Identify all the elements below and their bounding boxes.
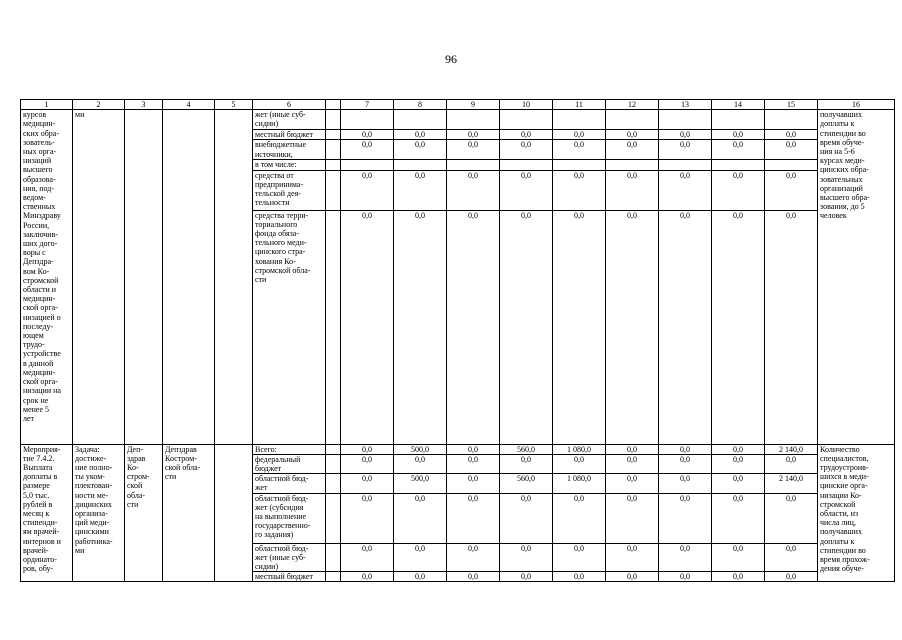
value-cell: 0,0 bbox=[447, 140, 500, 160]
value-cell: 0,0 bbox=[712, 444, 765, 454]
measure-block-2 bbox=[21, 444, 895, 582]
value-cell: 0,0 bbox=[712, 130, 765, 140]
value-cell: 0,0 bbox=[341, 493, 394, 543]
indicator-cell: получавших доплаты к стипендии во время обуче- ния на 5-6 курсах меди- цинских обра- зовательных организаций высшего обра- зования, до 5 человек bbox=[818, 110, 895, 444]
value-cell: 0,0 bbox=[606, 493, 659, 543]
funding-source-label: средства от предпринима- тельской дея- тельности bbox=[253, 170, 326, 210]
value-cell: 0,0 bbox=[341, 543, 394, 572]
value-cell: 0,0 bbox=[659, 140, 712, 160]
table-row bbox=[21, 110, 895, 130]
value-cell: 0,0 bbox=[606, 543, 659, 572]
header-cell: 11 bbox=[553, 100, 606, 110]
header-cell: 4 bbox=[163, 100, 215, 110]
value-cell: 0,0 bbox=[765, 454, 818, 473]
spacer-cell bbox=[326, 543, 341, 572]
value-cell: 500,0 bbox=[394, 444, 447, 454]
header-cell: 8 bbox=[394, 100, 447, 110]
value-cell: 0,0 bbox=[712, 140, 765, 160]
value-cell: 0,0 bbox=[606, 170, 659, 210]
value-cell: 0,0 bbox=[712, 454, 765, 473]
header-cell: 9 bbox=[447, 100, 500, 110]
value-cell: 0,0 bbox=[394, 572, 447, 582]
blank-col5-cell bbox=[215, 110, 253, 444]
header-cell: 13 bbox=[659, 100, 712, 110]
funding-source-label: местный бюджет bbox=[253, 572, 326, 582]
value-cell: 0,0 bbox=[659, 444, 712, 454]
value-cell: 0,0 bbox=[659, 454, 712, 473]
value-cell: 0,0 bbox=[712, 543, 765, 572]
value-cell: 0,0 bbox=[712, 572, 765, 582]
value-cell: 0,0 bbox=[659, 572, 712, 582]
header-cell: 6 bbox=[253, 100, 326, 110]
funding-source-label: жет (иные суб- сидии) bbox=[253, 110, 326, 130]
value-cell: 0,0 bbox=[765, 170, 818, 210]
measure-name-cell: курсов медицин- ских обра- зователь- ных орга- низаций высшего образова- ния, под- ведом- ственных Минздраву России, заключив- ших дого- воры с Депздра- вом Ко- стромской области и медицин- ской орга- низацией о последу- ющем трудо- устройстве в данной медицин- ской орга- низации на срок не менее 5 лет bbox=[21, 110, 73, 444]
funding-source-label: областной бюд- жет bbox=[253, 474, 326, 493]
value-cell: 0,0 bbox=[341, 130, 394, 140]
value-cell: 0,0 bbox=[447, 543, 500, 572]
value-cell bbox=[765, 110, 818, 130]
value-cell: 0,0 bbox=[765, 140, 818, 160]
spacer-cell bbox=[326, 170, 341, 210]
value-cell bbox=[659, 160, 712, 170]
measure-name-cell: Мероприя- тие 7.4.2. Выплата доплаты в размере 5,0 тыс. рублей в месяц к стипенди- ям врачей- интернов и врачей- ординато- ров, обу- bbox=[21, 444, 73, 582]
value-cell: 0,0 bbox=[553, 572, 606, 582]
value-cell: 0,0 bbox=[553, 493, 606, 543]
value-cell: 1 080,0 bbox=[553, 444, 606, 454]
value-cell: 0,0 bbox=[553, 130, 606, 140]
executor-cell bbox=[125, 110, 163, 444]
value-cell: 0,0 bbox=[553, 140, 606, 160]
value-cell: 2 140,0 bbox=[765, 474, 818, 493]
value-cell: 0,0 bbox=[553, 454, 606, 473]
header-cell: 1 bbox=[21, 100, 73, 110]
value-cell: 0,0 bbox=[765, 543, 818, 572]
value-cell bbox=[341, 110, 394, 130]
value-cell: 0,0 bbox=[606, 572, 659, 582]
spacer-cell bbox=[326, 130, 341, 140]
task-cell: Задача: достиже- ние полно- ты уком- плектован- ности ме- дицинских организа- ций меди- цинскими работника- ми bbox=[73, 444, 125, 582]
value-cell: 0,0 bbox=[447, 454, 500, 473]
header-cell: 15 bbox=[765, 100, 818, 110]
task-cell: ми bbox=[73, 110, 125, 444]
value-cell: 0,0 bbox=[553, 210, 606, 444]
value-cell bbox=[341, 160, 394, 170]
value-cell: 0,0 bbox=[447, 493, 500, 543]
value-cell bbox=[606, 160, 659, 170]
value-cell: 0,0 bbox=[659, 493, 712, 543]
coexecutor-cell: Депздрав Костром- ской обла- сти bbox=[163, 444, 215, 582]
value-cell: 0,0 bbox=[341, 572, 394, 582]
value-cell: 560,0 bbox=[500, 444, 553, 454]
value-cell: 0,0 bbox=[553, 170, 606, 210]
funding-source-label: федеральный бюджет bbox=[253, 454, 326, 473]
value-cell: 0,0 bbox=[341, 170, 394, 210]
value-cell bbox=[659, 110, 712, 130]
value-cell bbox=[712, 110, 765, 130]
value-cell bbox=[553, 160, 606, 170]
header-cell: 14 bbox=[712, 100, 765, 110]
spacer-cell bbox=[326, 210, 341, 444]
spacer-cell bbox=[326, 160, 341, 170]
value-cell: 0,0 bbox=[394, 493, 447, 543]
value-cell: 0,0 bbox=[712, 493, 765, 543]
funding-source-label: в том числе: bbox=[253, 160, 326, 170]
value-cell: 0,0 bbox=[606, 140, 659, 160]
value-cell bbox=[447, 110, 500, 130]
header-cell: 12 bbox=[606, 100, 659, 110]
value-cell bbox=[606, 110, 659, 130]
spacer-cell bbox=[326, 140, 341, 160]
value-cell: 0,0 bbox=[500, 170, 553, 210]
value-cell: 0,0 bbox=[500, 130, 553, 140]
value-cell: 0,0 bbox=[394, 210, 447, 444]
header-cell: 5 bbox=[215, 100, 253, 110]
value-cell: 0,0 bbox=[500, 543, 553, 572]
value-cell: 0,0 bbox=[765, 210, 818, 444]
executor-cell: Деп- здрав Ко- стром- ской обла- сти bbox=[125, 444, 163, 582]
value-cell: 0,0 bbox=[500, 572, 553, 582]
value-cell: 0,0 bbox=[447, 474, 500, 493]
value-cell bbox=[712, 160, 765, 170]
value-cell: 0,0 bbox=[341, 454, 394, 473]
value-cell: 0,0 bbox=[447, 210, 500, 444]
value-cell bbox=[500, 160, 553, 170]
value-cell: 0,0 bbox=[341, 474, 394, 493]
value-cell: 0,0 bbox=[447, 572, 500, 582]
value-cell: 560,0 bbox=[500, 474, 553, 493]
value-cell: 0,0 bbox=[500, 454, 553, 473]
funding-source-label: внебюджетные источники, bbox=[253, 140, 326, 160]
value-cell: 0,0 bbox=[500, 210, 553, 444]
value-cell: 1 080,0 bbox=[553, 474, 606, 493]
value-cell: 0,0 bbox=[659, 474, 712, 493]
funding-source-label: средства терри- ториального фонда обяза- тельного меди- цинского стра- хования Ко- стромской обла- сти bbox=[253, 210, 326, 444]
spacer-cell bbox=[326, 572, 341, 582]
header-spacer bbox=[326, 100, 341, 110]
indicator-cell: Количество специалистов, трудоустроив- шихся в меди- цинские орга- низации Ко- стромской области, из числа лиц, получавших доплаты к стипендии во время прохож- дения обуче- bbox=[818, 444, 895, 582]
header-cell: 2 bbox=[73, 100, 125, 110]
funding-source-label: Всего: bbox=[253, 444, 326, 454]
value-cell: 0,0 bbox=[765, 572, 818, 582]
value-cell: 500,0 bbox=[394, 474, 447, 493]
value-cell bbox=[553, 110, 606, 130]
blank-col5-cell bbox=[215, 444, 253, 582]
spacer-cell bbox=[326, 493, 341, 543]
value-cell: 2 140,0 bbox=[765, 444, 818, 454]
value-cell: 0,0 bbox=[447, 130, 500, 140]
value-cell: 0,0 bbox=[394, 170, 447, 210]
value-cell: 0,0 bbox=[606, 454, 659, 473]
value-cell: 0,0 bbox=[765, 130, 818, 140]
program-table bbox=[20, 99, 895, 582]
header-cell: 3 bbox=[125, 100, 163, 110]
spacer-cell bbox=[326, 444, 341, 454]
coexecutor-cell bbox=[163, 110, 215, 444]
value-cell: 0,0 bbox=[659, 210, 712, 444]
header-row bbox=[21, 100, 895, 110]
table-row bbox=[21, 444, 895, 454]
value-cell: 0,0 bbox=[394, 140, 447, 160]
spacer-cell bbox=[326, 110, 341, 130]
spacer-cell bbox=[326, 474, 341, 493]
funding-source-label: местный бюджет bbox=[253, 130, 326, 140]
value-cell: 0,0 bbox=[765, 493, 818, 543]
measure-block-1 bbox=[21, 110, 895, 444]
value-cell: 0,0 bbox=[341, 140, 394, 160]
value-cell: 0,0 bbox=[500, 140, 553, 160]
value-cell: 0,0 bbox=[447, 170, 500, 210]
value-cell bbox=[447, 160, 500, 170]
value-cell bbox=[765, 160, 818, 170]
value-cell: 0,0 bbox=[341, 210, 394, 444]
page-number: 96 bbox=[445, 52, 457, 66]
value-cell: 0,0 bbox=[712, 210, 765, 444]
value-cell: 0,0 bbox=[606, 130, 659, 140]
header-cell: 10 bbox=[500, 100, 553, 110]
value-cell: 0,0 bbox=[712, 474, 765, 493]
value-cell: 0,0 bbox=[394, 543, 447, 572]
value-cell: 0,0 bbox=[553, 543, 606, 572]
funding-source-label: областной бюд- жет (субсидия на выполнение государственно- го задания) bbox=[253, 493, 326, 543]
value-cell: 0,0 bbox=[659, 130, 712, 140]
value-cell bbox=[394, 160, 447, 170]
value-cell: 0,0 bbox=[659, 170, 712, 210]
header-cell: 16 bbox=[818, 100, 895, 110]
value-cell: 0,0 bbox=[447, 444, 500, 454]
funding-source-label: областной бюд- жет (иные суб- сидии) bbox=[253, 543, 326, 572]
value-cell: 0,0 bbox=[500, 493, 553, 543]
value-cell: 0,0 bbox=[394, 454, 447, 473]
value-cell bbox=[394, 110, 447, 130]
value-cell: 0,0 bbox=[606, 474, 659, 493]
value-cell: 0,0 bbox=[606, 444, 659, 454]
spacer-cell bbox=[326, 454, 341, 473]
value-cell: 0,0 bbox=[394, 130, 447, 140]
header-cell: 7 bbox=[341, 100, 394, 110]
value-cell: 0,0 bbox=[659, 543, 712, 572]
value-cell: 0,0 bbox=[341, 444, 394, 454]
value-cell: 0,0 bbox=[712, 170, 765, 210]
value-cell: 0,0 bbox=[606, 210, 659, 444]
value-cell bbox=[500, 110, 553, 130]
